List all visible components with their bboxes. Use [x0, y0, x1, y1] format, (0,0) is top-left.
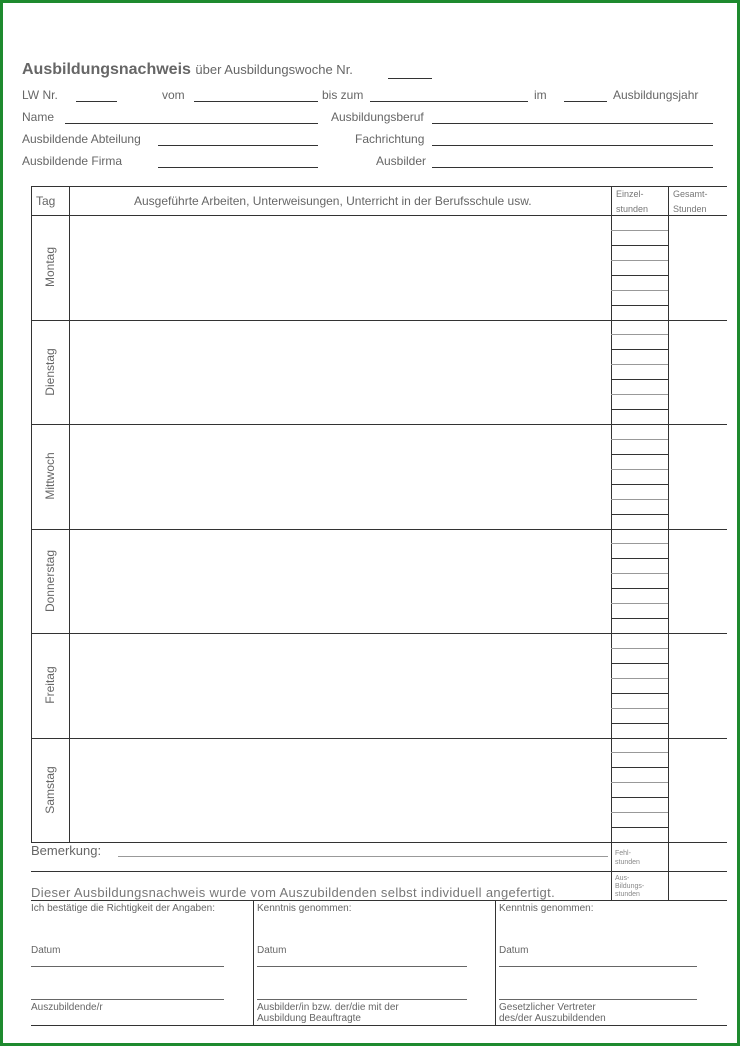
sig2-heading: Kenntnis genommen:: [257, 903, 352, 914]
label-bemerkung: Bemerkung:: [31, 843, 102, 858]
einzel-hour-line[interactable]: [611, 364, 668, 365]
day-entry-area[interactable]: [70, 216, 610, 319]
einzel-hour-line[interactable]: [611, 290, 668, 291]
woche-nr-field[interactable]: [388, 78, 432, 79]
label-lw-nr: LW Nr.: [22, 88, 58, 102]
label-ausbildungsberuf: Ausbildungsberuf: [331, 110, 424, 124]
day-entry-area[interactable]: [70, 739, 610, 842]
sig3-footer-2: des/der Auszubildenden: [499, 1013, 606, 1024]
einzel-hour-line[interactable]: [611, 678, 668, 679]
sig1-heading: Ich bestätige die Richtigkeit der Angaben:: [31, 903, 216, 914]
einzel-hour-line[interactable]: [611, 379, 668, 380]
einzel-hour-line[interactable]: [611, 618, 668, 619]
einzel-hour-line[interactable]: [611, 767, 668, 768]
sig1-footer: Auszubildende/r: [31, 1002, 103, 1013]
einzel-hour-line[interactable]: [611, 573, 668, 574]
label-ausbildungsjahr: Ausbildungsjahr: [613, 88, 699, 102]
ausbilder-field[interactable]: [432, 167, 713, 168]
aus-label-1: Aus-: [615, 875, 630, 882]
sig3-footer-1: Gesetzlicher Vertreter: [499, 1002, 596, 1013]
einzel-hour-line[interactable]: [611, 558, 668, 559]
day-label-dienstag: Dienstag: [43, 347, 57, 396]
jahr-field[interactable]: [564, 101, 607, 102]
bis-zum-field[interactable]: [370, 101, 528, 102]
day-label-mittwoch: Mittwoch: [43, 452, 57, 500]
einzel-hour-line[interactable]: [611, 812, 668, 813]
einzel-hour-line[interactable]: [611, 260, 668, 261]
vom-field[interactable]: [194, 101, 318, 102]
statement-text: Dieser Ausbildungsnachweis wurde vom Auszubildenden selbst individuell angefertigt.: [31, 885, 556, 900]
header-einzel-1: Einzel-: [616, 189, 644, 199]
label-firma: Ausbildende Firma: [22, 154, 123, 168]
header-tag: Tag: [36, 194, 56, 208]
day-entry-area[interactable]: [70, 321, 610, 424]
einzel-hour-line[interactable]: [611, 394, 668, 395]
sig3-datum-label: Datum: [499, 945, 529, 956]
einzel-hour-line[interactable]: [611, 275, 668, 276]
einzel-hour-line[interactable]: [611, 708, 668, 709]
sig-divider-1: [253, 900, 254, 1025]
label-vom: vom: [162, 88, 185, 102]
label-im: im: [534, 88, 547, 102]
header-einzel-2: stunden: [616, 204, 649, 214]
sig-divider-2: [495, 900, 496, 1025]
einzel-hour-line[interactable]: [611, 648, 668, 649]
day-entry-area[interactable]: [70, 425, 610, 528]
header-arbeiten: Ausgeführte Arbeiten, Unterweisungen, Unterricht in der Berufsschule usw.: [134, 194, 532, 208]
day-label-donnerstag: Donnerstag: [43, 549, 57, 612]
sig3-sign-line[interactable]: [499, 999, 697, 1000]
day-entry-area[interactable]: [70, 634, 610, 737]
sig2-sign-line[interactable]: [257, 999, 467, 1000]
header-gesamt-2: Stunden: [673, 204, 707, 214]
sig1-sign-line[interactable]: [31, 999, 224, 1000]
einzel-hour-line[interactable]: [611, 334, 668, 335]
einzel-hour-line[interactable]: [611, 752, 668, 753]
label-name: Name: [22, 110, 55, 124]
name-field[interactable]: [65, 123, 318, 124]
einzel-hour-line[interactable]: [611, 514, 668, 515]
title-sub: über Ausbildungswoche Nr.: [195, 62, 353, 77]
aus-label-3: stunden: [615, 891, 640, 898]
day-separator: [31, 842, 727, 843]
fehl-label-1: Fehl-: [615, 850, 631, 857]
firma-field[interactable]: [158, 167, 318, 168]
einzel-hour-line[interactable]: [611, 588, 668, 589]
einzel-hour-line[interactable]: [611, 305, 668, 306]
table-top-line: [31, 186, 727, 187]
abteilung-field[interactable]: [158, 145, 318, 146]
label-bis-zum: bis zum: [322, 88, 364, 102]
bemerkung-line-1[interactable]: [118, 856, 608, 857]
lw-nr-field[interactable]: [76, 101, 117, 102]
page-title: [22, 61, 353, 79]
day-label-freitag: Freitag: [43, 666, 57, 704]
einzel-hour-line[interactable]: [611, 663, 668, 664]
day-label-montag: Montag: [43, 246, 57, 288]
sig2-footer-2: Ausbildung Beauftragte: [257, 1013, 361, 1024]
sig3-datum-line[interactable]: [499, 966, 697, 967]
day-entry-area[interactable]: [70, 530, 610, 633]
table-left-border: [31, 186, 32, 842]
table-gesamt-divider: [668, 186, 669, 901]
sig2-datum-label: Datum: [257, 945, 287, 956]
einzel-hour-line[interactable]: [611, 797, 668, 798]
title-main: Ausbildungsnachweis: [22, 61, 191, 78]
label-abteilung: Ausbildende Abteilung: [22, 132, 141, 146]
bemerkung-line-2[interactable]: [31, 871, 727, 872]
aus-label-2: Bildungs-: [615, 883, 645, 890]
header-gesamt-1: Gesamt-: [673, 189, 708, 199]
sig3-heading: Kenntnis genommen:: [499, 903, 594, 914]
label-fachrichtung: Fachrichtung: [355, 132, 425, 146]
einzel-hour-line[interactable]: [611, 603, 668, 604]
einzel-hour-line[interactable]: [611, 693, 668, 694]
einzel-hour-line[interactable]: [611, 454, 668, 455]
einzel-hour-line[interactable]: [611, 499, 668, 500]
page-bottom-line: [31, 1025, 727, 1026]
einzel-hour-line[interactable]: [611, 782, 668, 783]
einzel-hour-line[interactable]: [611, 484, 668, 485]
einzel-hour-line[interactable]: [611, 409, 668, 410]
signature-top-line: [31, 900, 727, 901]
sig1-datum-line[interactable]: [31, 966, 224, 967]
fehl-label-2: stunden: [615, 859, 640, 866]
sig2-footer-1: Ausbilder/in bzw. der/die mit der: [257, 1002, 399, 1013]
einzel-hour-line[interactable]: [611, 439, 668, 440]
einzel-hour-line[interactable]: [611, 230, 668, 231]
sig1-datum-label: Datum: [31, 945, 61, 956]
sig2-datum-line[interactable]: [257, 966, 467, 967]
einzel-hour-line[interactable]: [611, 469, 668, 470]
label-ausbilder: Ausbilder: [376, 154, 427, 168]
einzel-hour-line[interactable]: [611, 723, 668, 724]
ausbildungsberuf-field[interactable]: [432, 123, 713, 124]
einzel-hour-line[interactable]: [611, 827, 668, 828]
einzel-hour-line[interactable]: [611, 349, 668, 350]
fachrichtung-field[interactable]: [432, 145, 713, 146]
einzel-hour-line[interactable]: [611, 245, 668, 246]
einzel-hour-line[interactable]: [611, 543, 668, 544]
day-label-samstag: Samstag: [43, 765, 57, 814]
